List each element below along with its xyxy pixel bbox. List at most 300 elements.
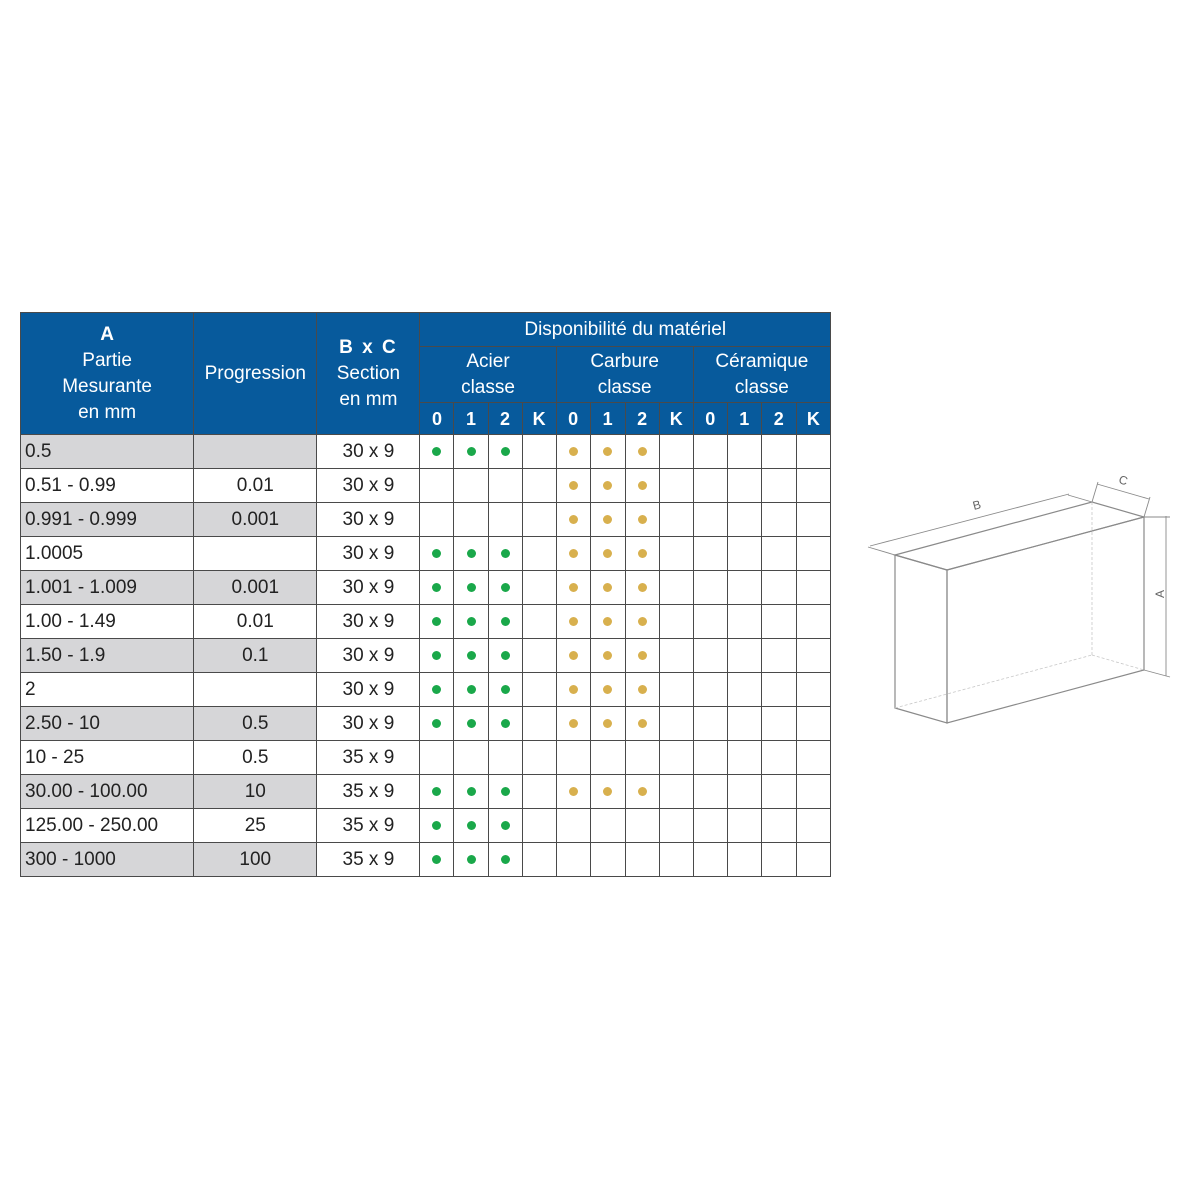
cell-carbure-class-0	[556, 503, 590, 537]
cell-partie-mesurante: 2.50 - 10	[21, 707, 194, 741]
cell-carbure-class-1	[590, 571, 625, 605]
table-row	[21, 809, 831, 843]
cell-acier-class-1	[454, 707, 488, 741]
header-acier-class-k: K	[522, 403, 556, 435]
cell-carbure-class-k	[659, 469, 693, 503]
cell-acier-class-2	[488, 503, 522, 537]
header-col-progression: Progression	[194, 313, 317, 435]
cell-carbure-class-0	[556, 537, 590, 571]
cell-partie-mesurante: 1.001 - 1.009	[21, 571, 194, 605]
cell-ceramique-class-2	[761, 775, 796, 809]
carbure-available-dot	[638, 481, 647, 490]
cell-acier-class-0	[420, 809, 454, 843]
carbure-available-dot	[603, 685, 612, 694]
gauge-block-availability-table	[20, 312, 831, 877]
cell-acier-class-k	[522, 537, 556, 571]
cell-acier-class-2	[488, 707, 522, 741]
cell-acier-class-2	[488, 741, 522, 775]
carbure-available-dot	[638, 651, 647, 660]
cell-ceramique-class-0	[693, 707, 727, 741]
cell-carbure-class-2	[625, 843, 659, 877]
header-col-section-line2: en mm	[339, 388, 398, 410]
cell-ceramique-class-2	[761, 537, 796, 571]
cell-carbure-class-2	[625, 809, 659, 843]
cell-ceramique-class-0	[693, 469, 727, 503]
cell-carbure-class-0	[556, 843, 590, 877]
cell-ceramique-class-k	[796, 469, 830, 503]
cell-acier-class-0	[420, 435, 454, 469]
acier-available-dot	[467, 719, 476, 728]
cell-section: 30 x 9	[317, 435, 420, 469]
carbure-available-dot	[603, 549, 612, 558]
block-front-face	[895, 555, 947, 723]
cell-ceramique-class-2	[761, 571, 796, 605]
cell-acier-class-1	[454, 673, 488, 707]
cell-carbure-class-k	[659, 673, 693, 707]
cell-ceramique-class-k	[796, 639, 830, 673]
carbure-available-dot	[603, 583, 612, 592]
table-row	[21, 605, 831, 639]
cell-ceramique-class-0	[693, 673, 727, 707]
cell-carbure-class-k	[659, 605, 693, 639]
label-b: B	[971, 497, 983, 513]
cell-carbure-class-k	[659, 537, 693, 571]
header-group-carbure	[556, 347, 693, 403]
cell-ceramique-class-2	[761, 843, 796, 877]
cell-ceramique-class-0	[693, 843, 727, 877]
acier-available-dot	[467, 787, 476, 796]
cell-ceramique-class-2	[761, 639, 796, 673]
header-group-ceramique-name: Céramique	[715, 350, 809, 372]
cell-progression: 0.001	[194, 571, 317, 605]
cell-carbure-class-1	[590, 741, 625, 775]
cell-carbure-class-1	[590, 843, 625, 877]
cell-carbure-class-2	[625, 571, 659, 605]
cell-acier-class-0	[420, 673, 454, 707]
cell-acier-class-2	[488, 639, 522, 673]
cell-carbure-class-2	[625, 775, 659, 809]
header-carbure-class-1: 1	[590, 403, 625, 435]
cell-carbure-class-0	[556, 673, 590, 707]
cell-progression: 0.5	[194, 741, 317, 775]
carbure-available-dot	[638, 447, 647, 456]
cell-acier-class-1	[454, 775, 488, 809]
cell-ceramique-class-k	[796, 537, 830, 571]
cell-carbure-class-2	[625, 639, 659, 673]
acier-available-dot	[501, 685, 510, 694]
cell-section: 30 x 9	[317, 639, 420, 673]
cell-section: 30 x 9	[317, 469, 420, 503]
cell-acier-class-0	[420, 571, 454, 605]
cell-section: 35 x 9	[317, 843, 420, 877]
acier-available-dot	[467, 447, 476, 456]
table-body	[21, 435, 831, 877]
carbure-available-dot	[603, 719, 612, 728]
carbure-available-dot	[638, 549, 647, 558]
header-col-section-letters: B x C	[339, 336, 398, 358]
cell-ceramique-class-0	[693, 605, 727, 639]
cell-carbure-class-0	[556, 571, 590, 605]
cell-acier-class-1	[454, 435, 488, 469]
cell-partie-mesurante: 10 - 25	[21, 741, 194, 775]
cell-acier-class-k	[522, 775, 556, 809]
header-col-a-letter: A	[100, 323, 114, 345]
cell-acier-class-0	[420, 707, 454, 741]
acier-available-dot	[501, 651, 510, 660]
header-col-section-line1: Section	[336, 362, 401, 384]
cell-carbure-class-0	[556, 435, 590, 469]
header-group-acier-sub: classe	[461, 376, 515, 398]
cell-carbure-class-2	[625, 537, 659, 571]
table-row	[21, 639, 831, 673]
cell-acier-class-0	[420, 469, 454, 503]
cell-carbure-class-1	[590, 503, 625, 537]
cell-carbure-class-k	[659, 639, 693, 673]
acier-available-dot	[467, 617, 476, 626]
cell-carbure-class-1	[590, 605, 625, 639]
header-group-acier	[420, 347, 556, 403]
cell-carbure-class-k	[659, 775, 693, 809]
acier-available-dot	[501, 787, 510, 796]
cell-carbure-class-1	[590, 809, 625, 843]
cell-acier-class-2	[488, 843, 522, 877]
cell-carbure-class-0	[556, 639, 590, 673]
table-row	[21, 673, 831, 707]
cell-acier-class-0	[420, 775, 454, 809]
header-col-a-line3: en mm	[78, 401, 137, 423]
cell-section: 35 x 9	[317, 775, 420, 809]
cell-ceramique-class-0	[693, 741, 727, 775]
cell-ceramique-class-k	[796, 707, 830, 741]
carbure-available-dot	[569, 447, 578, 456]
cell-progression: 0.1	[194, 639, 317, 673]
carbure-available-dot	[569, 481, 578, 490]
acier-available-dot	[432, 617, 441, 626]
table-header	[21, 313, 831, 435]
acier-available-dot	[432, 549, 441, 558]
block-top-face	[895, 502, 1144, 570]
acier-available-dot	[501, 855, 510, 864]
cell-ceramique-class-1	[727, 741, 761, 775]
cell-acier-class-2	[488, 605, 522, 639]
cell-acier-class-k	[522, 605, 556, 639]
cell-section: 35 x 9	[317, 809, 420, 843]
table-row	[21, 741, 831, 775]
header-acier-class-1: 1	[454, 403, 488, 435]
cell-progression: 0.5	[194, 707, 317, 741]
cell-partie-mesurante: 1.00 - 1.49	[21, 605, 194, 639]
cell-ceramique-class-1	[727, 537, 761, 571]
acier-available-dot	[467, 855, 476, 864]
cell-ceramique-class-1	[727, 809, 761, 843]
header-ceramique-class-0: 0	[693, 403, 727, 435]
cell-carbure-class-k	[659, 741, 693, 775]
carbure-available-dot	[603, 787, 612, 796]
carbure-available-dot	[569, 583, 578, 592]
cell-carbure-class-1	[590, 639, 625, 673]
cell-progression: 0.001	[194, 503, 317, 537]
cell-ceramique-class-1	[727, 843, 761, 877]
cell-ceramique-class-0	[693, 775, 727, 809]
cell-acier-class-1	[454, 537, 488, 571]
cell-acier-class-2	[488, 775, 522, 809]
cell-carbure-class-k	[659, 571, 693, 605]
cell-acier-class-k	[522, 639, 556, 673]
cell-acier-class-k	[522, 741, 556, 775]
header-ceramique-class-k: K	[796, 403, 830, 435]
cell-progression	[194, 673, 317, 707]
cell-acier-class-k	[522, 673, 556, 707]
cell-carbure-class-0	[556, 809, 590, 843]
carbure-available-dot	[638, 787, 647, 796]
header-group-ceramique	[693, 347, 830, 403]
cell-ceramique-class-1	[727, 639, 761, 673]
table-row	[21, 843, 831, 877]
cell-ceramique-class-1	[727, 571, 761, 605]
carbure-available-dot	[569, 515, 578, 524]
cell-section: 30 x 9	[317, 605, 420, 639]
cell-acier-class-2	[488, 673, 522, 707]
carbure-available-dot	[603, 617, 612, 626]
header-acier-class-2: 2	[488, 403, 522, 435]
cell-ceramique-class-k	[796, 435, 830, 469]
carbure-available-dot	[603, 651, 612, 660]
cell-ceramique-class-1	[727, 707, 761, 741]
cell-ceramique-class-k	[796, 605, 830, 639]
header-col-a-line1: Partie	[82, 349, 132, 371]
carbure-available-dot	[569, 617, 578, 626]
cell-acier-class-1	[454, 469, 488, 503]
cell-carbure-class-1	[590, 775, 625, 809]
cell-acier-class-k	[522, 843, 556, 877]
header-col-a-line2: Mesurante	[62, 375, 152, 397]
cell-acier-class-0	[420, 843, 454, 877]
carbure-available-dot	[569, 719, 578, 728]
table-row	[21, 537, 831, 571]
acier-available-dot	[501, 549, 510, 558]
cell-acier-class-1	[454, 503, 488, 537]
cell-acier-class-2	[488, 571, 522, 605]
cell-partie-mesurante: 125.00 - 250.00	[21, 809, 194, 843]
header-group-ceramique-sub: classe	[734, 376, 789, 398]
cell-ceramique-class-2	[761, 469, 796, 503]
cell-section: 30 x 9	[317, 673, 420, 707]
cell-carbure-class-k	[659, 843, 693, 877]
carbure-available-dot	[638, 515, 647, 524]
cell-partie-mesurante: 30.00 - 100.00	[21, 775, 194, 809]
cell-acier-class-1	[454, 809, 488, 843]
cell-ceramique-class-k	[796, 775, 830, 809]
cell-ceramique-class-0	[693, 503, 727, 537]
cell-carbure-class-2	[625, 673, 659, 707]
acier-available-dot	[432, 685, 441, 694]
cell-carbure-class-2	[625, 707, 659, 741]
cell-acier-class-1	[454, 639, 488, 673]
carbure-available-dot	[603, 447, 612, 456]
cell-ceramique-class-k	[796, 503, 830, 537]
gauge-block-diagram	[862, 470, 1182, 730]
header-group-carbure-sub: classe	[597, 376, 652, 398]
cell-ceramique-class-2	[761, 673, 796, 707]
dimension-b-line	[870, 494, 1069, 546]
cell-acier-class-k	[522, 435, 556, 469]
cell-acier-class-2	[488, 537, 522, 571]
cell-ceramique-class-2	[761, 707, 796, 741]
cell-ceramique-class-k	[796, 571, 830, 605]
cell-progression: 100	[194, 843, 317, 877]
header-availability-title: Disponibilité du matériel	[420, 313, 831, 347]
cell-ceramique-class-1	[727, 673, 761, 707]
acier-available-dot	[432, 719, 441, 728]
acier-available-dot	[467, 685, 476, 694]
cell-carbure-class-2	[625, 503, 659, 537]
acier-available-dot	[467, 651, 476, 660]
cell-ceramique-class-k	[796, 741, 830, 775]
carbure-available-dot	[569, 787, 578, 796]
acier-available-dot	[432, 855, 441, 864]
cell-partie-mesurante: 2	[21, 673, 194, 707]
cell-ceramique-class-0	[693, 537, 727, 571]
cell-ceramique-class-k	[796, 809, 830, 843]
cell-carbure-class-0	[556, 741, 590, 775]
cell-partie-mesurante: 1.0005	[21, 537, 194, 571]
cell-section: 30 x 9	[317, 537, 420, 571]
header-col-section	[317, 313, 420, 435]
cell-ceramique-class-0	[693, 571, 727, 605]
table-row	[21, 469, 831, 503]
carbure-available-dot	[638, 719, 647, 728]
cell-partie-mesurante: 300 - 1000	[21, 843, 194, 877]
cell-ceramique-class-2	[761, 503, 796, 537]
cell-acier-class-k	[522, 503, 556, 537]
acier-available-dot	[432, 651, 441, 660]
cell-carbure-class-0	[556, 605, 590, 639]
table-row	[21, 503, 831, 537]
table-row	[21, 775, 831, 809]
cell-ceramique-class-0	[693, 809, 727, 843]
cell-partie-mesurante: 0.991 - 0.999	[21, 503, 194, 537]
cell-section: 30 x 9	[317, 707, 420, 741]
cell-carbure-class-1	[590, 673, 625, 707]
cell-ceramique-class-1	[727, 469, 761, 503]
header-group-acier-name: Acier	[466, 350, 510, 372]
cell-acier-class-0	[420, 741, 454, 775]
cell-partie-mesurante: 0.51 - 0.99	[21, 469, 194, 503]
cell-ceramique-class-1	[727, 605, 761, 639]
header-acier-class-0: 0	[420, 403, 454, 435]
table-row	[21, 571, 831, 605]
cell-carbure-class-2	[625, 435, 659, 469]
cell-carbure-class-2	[625, 741, 659, 775]
header-group-carbure-name: Carbure	[590, 350, 659, 372]
cell-acier-class-2	[488, 469, 522, 503]
cell-progression	[194, 435, 317, 469]
table-row	[21, 435, 831, 469]
cell-section: 35 x 9	[317, 741, 420, 775]
carbure-available-dot	[603, 515, 612, 524]
cell-ceramique-class-2	[761, 605, 796, 639]
acier-available-dot	[501, 447, 510, 456]
cell-carbure-class-2	[625, 605, 659, 639]
table-row	[21, 707, 831, 741]
label-c: C	[1117, 472, 1130, 489]
acier-available-dot	[501, 617, 510, 626]
cell-carbure-class-1	[590, 707, 625, 741]
cell-section: 30 x 9	[317, 503, 420, 537]
header-col-a	[21, 313, 194, 435]
cell-ceramique-class-1	[727, 503, 761, 537]
cell-partie-mesurante: 0.5	[21, 435, 194, 469]
cell-carbure-class-k	[659, 707, 693, 741]
cell-ceramique-class-k	[796, 673, 830, 707]
cell-carbure-class-k	[659, 503, 693, 537]
cell-acier-class-2	[488, 435, 522, 469]
acier-available-dot	[501, 821, 510, 830]
cell-ceramique-class-1	[727, 775, 761, 809]
carbure-available-dot	[638, 617, 647, 626]
cell-progression: 25	[194, 809, 317, 843]
block-side-face	[947, 517, 1144, 723]
cell-acier-class-k	[522, 809, 556, 843]
cell-carbure-class-1	[590, 537, 625, 571]
cell-ceramique-class-0	[693, 435, 727, 469]
acier-available-dot	[432, 583, 441, 592]
cell-carbure-class-1	[590, 469, 625, 503]
cell-partie-mesurante: 1.50 - 1.9	[21, 639, 194, 673]
acier-available-dot	[432, 787, 441, 796]
cell-progression: 0.01	[194, 605, 317, 639]
cell-acier-class-k	[522, 707, 556, 741]
cell-acier-class-2	[488, 809, 522, 843]
cell-acier-class-0	[420, 639, 454, 673]
acier-available-dot	[467, 549, 476, 558]
carbure-available-dot	[638, 583, 647, 592]
acier-available-dot	[467, 821, 476, 830]
header-carbure-class-k: K	[659, 403, 693, 435]
cell-carbure-class-2	[625, 469, 659, 503]
carbure-available-dot	[569, 685, 578, 694]
cell-acier-class-1	[454, 843, 488, 877]
cell-progression: 10	[194, 775, 317, 809]
cell-ceramique-class-1	[727, 435, 761, 469]
cell-acier-class-1	[454, 741, 488, 775]
acier-available-dot	[501, 583, 510, 592]
cell-carbure-class-0	[556, 707, 590, 741]
cell-ceramique-class-2	[761, 435, 796, 469]
header-ceramique-class-1: 1	[727, 403, 761, 435]
acier-available-dot	[501, 719, 510, 728]
carbure-available-dot	[569, 549, 578, 558]
header-carbure-class-0: 0	[556, 403, 590, 435]
cell-carbure-class-0	[556, 469, 590, 503]
cell-progression: 0.01	[194, 469, 317, 503]
header-carbure-class-2: 2	[625, 403, 659, 435]
carbure-available-dot	[569, 651, 578, 660]
cell-ceramique-class-2	[761, 809, 796, 843]
cell-section: 30 x 9	[317, 571, 420, 605]
cell-carbure-class-0	[556, 775, 590, 809]
acier-available-dot	[432, 821, 441, 830]
cell-carbure-class-k	[659, 809, 693, 843]
cell-carbure-class-1	[590, 435, 625, 469]
acier-available-dot	[467, 583, 476, 592]
label-a: A	[1153, 589, 1167, 598]
cell-ceramique-class-0	[693, 639, 727, 673]
cell-acier-class-1	[454, 571, 488, 605]
cell-acier-class-0	[420, 503, 454, 537]
cell-carbure-class-k	[659, 435, 693, 469]
acier-available-dot	[432, 447, 441, 456]
